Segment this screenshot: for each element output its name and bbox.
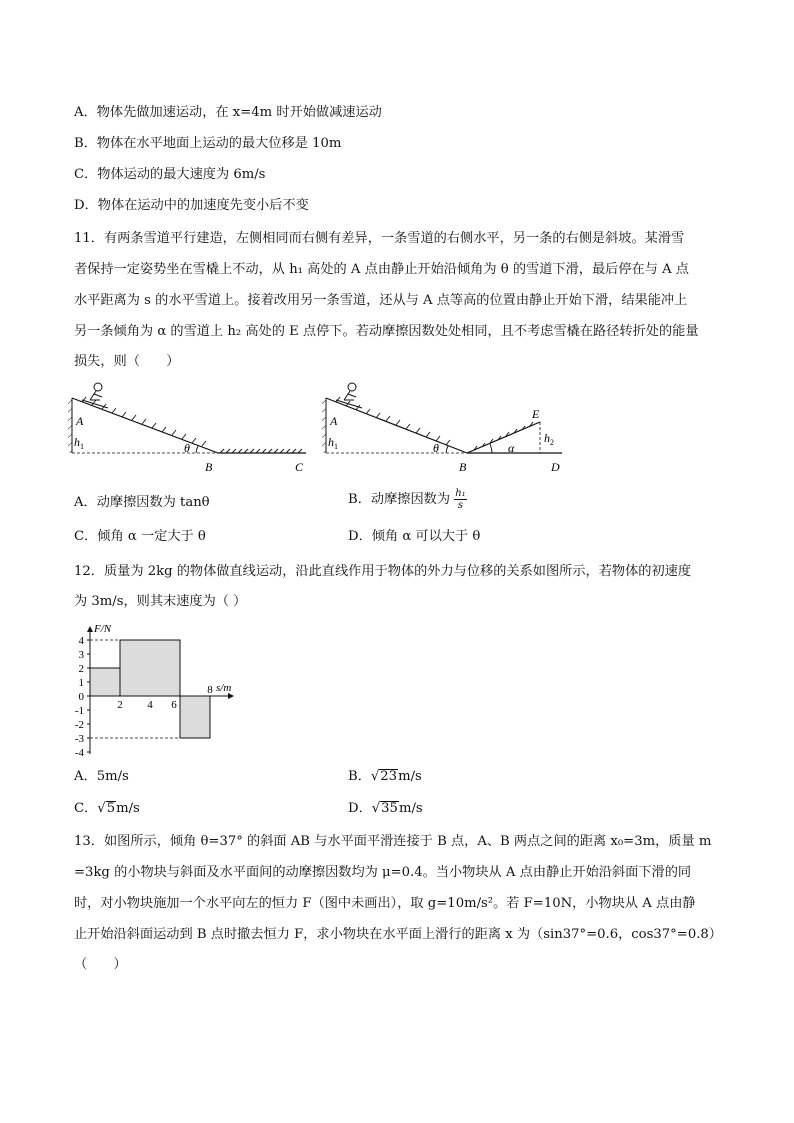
force-segment-1	[90, 668, 120, 696]
q11-figure-left	[68, 378, 316, 473]
q13-line-3: 时，对小物块施加一个水平向左的恒力 F（图中未画出），取 g=10m/s²。若 F=10N，小物块从 A 点由静	[74, 896, 696, 911]
x-tick-label: 4	[147, 699, 153, 711]
q11-figure-right	[322, 378, 570, 473]
label-c: C	[295, 460, 304, 473]
q12-line-1: 12．质量为 2kg 的物体做直线运动，沿此直线作用于物体的外力与位移的关系如图所示，若物体的初速度	[74, 564, 692, 579]
skier-icon	[336, 383, 362, 408]
q10-option-b: B．物体在水平地面上运动的最大位移是 10m	[74, 136, 342, 151]
label-alpha: α	[508, 441, 515, 455]
x-axis-label: s/m	[216, 682, 232, 694]
label-h1: $h_1$	[328, 435, 338, 451]
q12-option-c: C．√5m/s	[74, 801, 140, 816]
q12-option-a: A．5m/s	[74, 769, 129, 784]
q11-line-5: 损失，则（ ）	[74, 354, 180, 369]
label-b: B	[459, 460, 467, 473]
force-segment-3	[180, 696, 210, 738]
label-theta: θ	[433, 441, 439, 455]
y-tick-label: 4	[78, 635, 84, 647]
label-h2: $h_2$	[544, 431, 554, 447]
x-tick-label: 8	[207, 684, 213, 696]
sqrt-symbol: √	[371, 801, 381, 816]
x-tick-label: 2	[117, 699, 123, 711]
q10-option-a: A．物体先做加速运动，在 x=4m 时开始做减速运动	[74, 105, 382, 120]
q13-line-2: =3kg 的小物块与斜面及水平面间的动摩擦因数均为 μ=0.4。当小物块从 A 点由静止开始沿斜面下滑的同	[74, 865, 692, 880]
label-b: B	[205, 460, 213, 473]
q13-line-1: 13．如图所示，倾角 θ=37° 的斜面 AB 与水平面平滑连接于 B 点，A、B 两点之间的距离 x₀=3m，质量 m	[74, 834, 712, 849]
q12-option-b: B．√23m/s	[348, 769, 422, 784]
q11-line-2: 者保持一定姿势坐在雪橇上不动，从 h₁ 高处的 A 点由静止开始沿倾角为 θ 的雪道下滑，最后停在与 A 点	[74, 262, 689, 277]
q11-option-b-prefix: B．动摩擦因数为	[348, 492, 451, 507]
q13-line-5: （ ）	[74, 957, 127, 972]
y-tick-label: -1	[74, 705, 84, 717]
q11-option-a: A．动摩擦因数为 tanθ	[74, 495, 210, 510]
q12-force-displacement-chart	[68, 618, 248, 758]
sqrt-symbol: √	[370, 769, 380, 784]
q11-option-d: D．倾角 α 可以大于 θ	[348, 529, 481, 544]
q13-line-4: 止开始沿斜面运动到 B 点时撤去恒力 F，求小物块在水平面上滑行的距离 x 为（sin37°=0.6，cos37°=0.8）	[74, 927, 722, 942]
skier-icon	[82, 383, 108, 408]
q12-option-d: D．√35m/s	[348, 801, 423, 816]
q11-line-1: 11．有两条雪道平行建造，左侧相同而右侧有差异，一条雪道的右侧水平，另一条的右侧是斜坡。某滑雪	[74, 231, 685, 246]
sqrt-symbol: √	[97, 801, 106, 816]
y-tick-label: 3	[78, 649, 84, 661]
y-tick-label: -3	[74, 733, 84, 745]
force-segment-2	[120, 640, 180, 696]
label-d: D	[551, 460, 560, 473]
y-tick-label: 2	[78, 663, 84, 675]
q10-option-d: D．物体在运动中的加速度先变小后不变	[74, 198, 309, 213]
y-tick-label: -2	[74, 719, 84, 731]
y-tick-label: 0	[78, 691, 84, 703]
q10-option-c: C．物体运动的最大速度为 6m/s	[74, 167, 266, 182]
q11-option-b	[348, 488, 467, 511]
y-tick-label: -4	[74, 747, 84, 758]
label-a: A	[330, 414, 338, 428]
y-axis-label: F/N	[94, 623, 112, 635]
y-axis-arrow-icon	[87, 626, 93, 632]
q11-line-3: 水平距离为 s 的水平雪道上。接着改用另一条雪道，还从与 A 点等高的位置由静止开始下滑，结果能冲上	[74, 293, 688, 308]
q11-line-4: 另一条倾角为 α 的雪道上 h₂ 高处的 E 点停下。若动摩擦因数处处相同，且不考虑雪橇在路径转折处的能量	[74, 324, 699, 339]
slope-ab	[72, 398, 218, 453]
q11-option-c: C．倾角 α 一定大于 θ	[74, 529, 206, 544]
label-h1: $h_1$	[74, 435, 84, 451]
y-tick-label: 1	[78, 677, 84, 689]
q12-line-2: 为 3m/s，则其末速度为（ ）	[74, 594, 247, 609]
fraction-h1-over-s: $\frac{\text{h₁}}{s}$	[455, 488, 466, 511]
label-theta: θ	[184, 441, 190, 455]
label-e: E	[532, 407, 540, 421]
label-a: A	[76, 414, 84, 428]
x-tick-label: 6	[171, 699, 177, 711]
